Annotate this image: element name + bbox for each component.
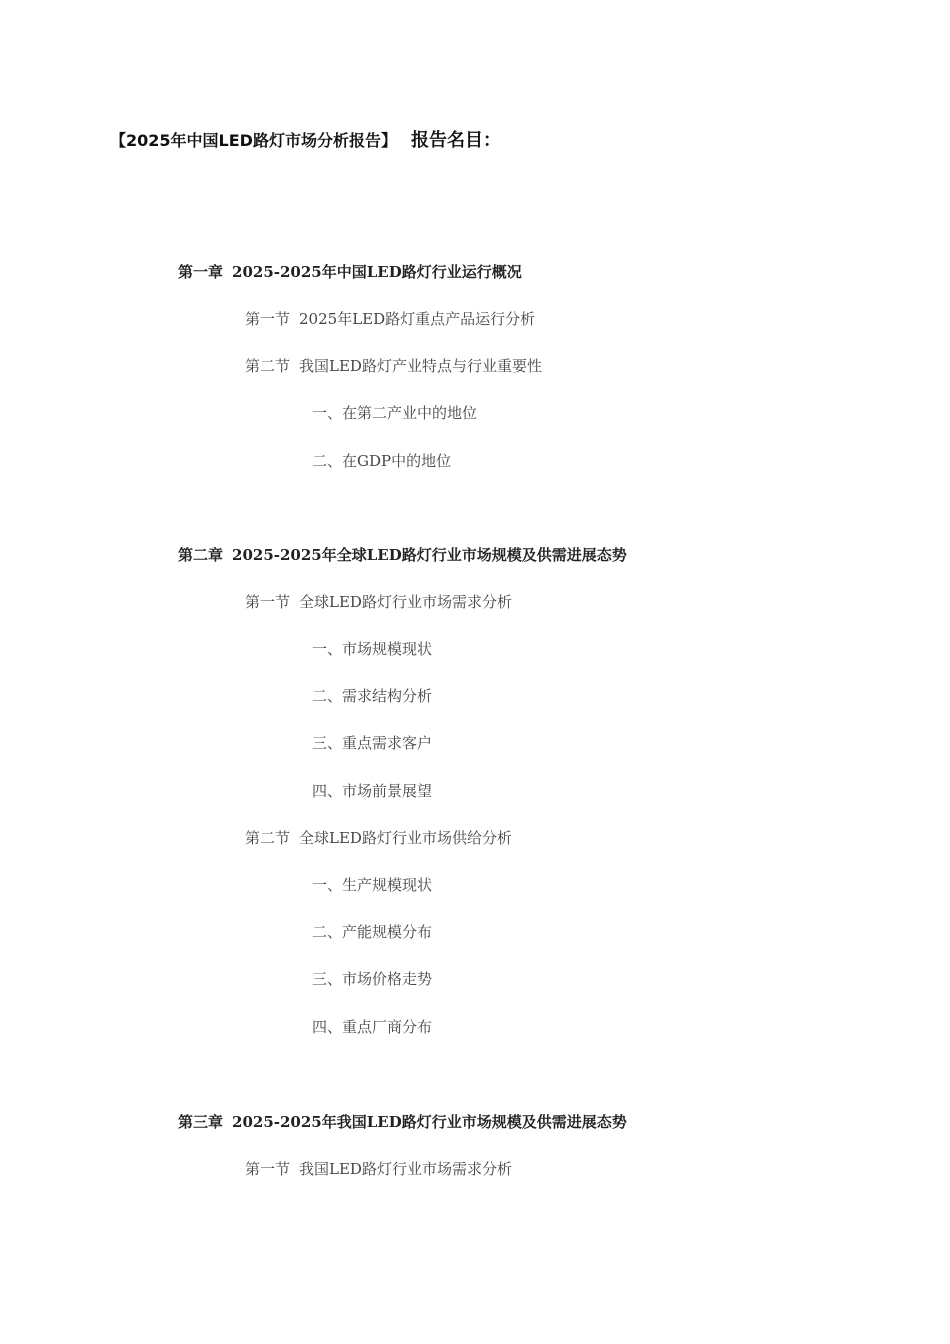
toc-chapter-1 [178, 261, 522, 282]
toc-item: 一、生产规模现状 [312, 876, 433, 894]
section-title: 2025年LED路灯重点产品运行分析 [299, 310, 536, 328]
section-number: 第一节 [245, 1160, 291, 1178]
toc-item: 四、重点厂商分布 [312, 1018, 433, 1036]
toc-item: 二、在GDP中的地位 [312, 452, 452, 470]
document-title [110, 126, 501, 152]
section-number: 第二节 [245, 357, 291, 375]
section-title: 全球LED路灯行业市场需求分析 [299, 593, 512, 611]
section-title: 全球LED路灯行业市场供给分析 [299, 829, 512, 847]
toc-item: 一、市场规模现状 [312, 640, 433, 658]
toc-section-2-1 [245, 591, 512, 612]
chapter-number: 第一章 [178, 263, 224, 281]
section-title: 我国LED路灯产业特点与行业重要性 [299, 357, 542, 375]
chapter-number: 第三章 [178, 1113, 224, 1131]
chapter-title: 2025-2025年我国LED路灯行业市场规模及供需进展态势 [232, 1113, 627, 1131]
toc-item: 二、需求结构分析 [312, 687, 433, 705]
report-title: 【2025年中国LED路灯市场分析报告】 [110, 131, 397, 150]
toc-item: 四、市场前景展望 [312, 782, 433, 800]
toc-item: 三、市场价格走势 [312, 970, 433, 988]
toc-chapter-3 [178, 1111, 627, 1132]
toc-chapter-2 [178, 544, 627, 565]
section-number: 第二节 [245, 829, 291, 847]
toc-item: 二、产能规模分布 [312, 923, 433, 941]
section-number: 第一节 [245, 593, 291, 611]
toc-item: 三、重点需求客户 [312, 734, 433, 752]
toc-item: 一、在第二产业中的地位 [312, 404, 478, 422]
report-title-label: 报告名目： [410, 130, 501, 151]
toc-section-2-2 [245, 827, 512, 848]
toc-section-1-1 [245, 308, 535, 329]
toc-section-1-2 [245, 355, 542, 376]
chapter-title: 2025-2025年中国LED路灯行业运行概况 [232, 263, 522, 281]
toc-section-3-1 [245, 1158, 512, 1179]
chapter-title: 2025-2025年全球LED路灯行业市场规模及供需进展态势 [232, 546, 627, 564]
section-title: 我国LED路灯行业市场需求分析 [299, 1160, 512, 1178]
chapter-number: 第二章 [178, 546, 224, 564]
section-number: 第一节 [245, 310, 291, 328]
